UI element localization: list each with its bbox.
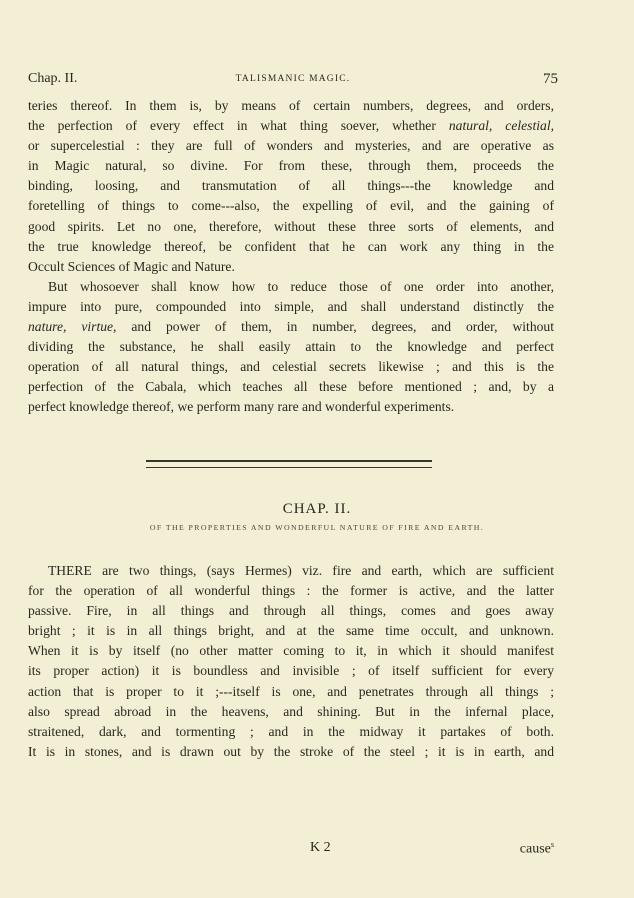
italic-word: nature, — [28, 319, 67, 335]
text-line: perfect knowledge thereof, we perform many rare and wonderful experiments. — [28, 399, 455, 415]
text-line: the perfection of every effect in what thing soever, whether natural, celestial, — [28, 118, 554, 134]
italic-word: natural, — [448, 118, 493, 134]
text-line: the true knowledge thereof, be confident that he can work any thing in the — [28, 238, 554, 254]
running-header — [28, 71, 558, 89]
text-line: also spread abroad in the heavens, and shining. But in the infernal place, — [28, 703, 554, 719]
text-line: action that is proper to it ;---itself is one, and penetrates through all things ; — [28, 683, 554, 699]
text-line: nature, virtue, and power of them, in number, degrees, and order, without — [28, 319, 554, 335]
catchword: cause$^s$ — [519, 840, 554, 857]
text-line: straitened, dark, and tormenting ; and in the midway it partakes of both. — [28, 723, 554, 739]
italic-word: virtue, — [81, 319, 117, 335]
section-divider — [146, 460, 432, 468]
text-line: It is in stones, and is drawn out by the stroke of the steel ; it is in earth, and — [28, 743, 554, 759]
text-line: binding, loosing, and transmutation of all things---the knowledge and — [28, 178, 554, 194]
text-line: impure into pure, compounded into simple, and shall understand distinctly the — [28, 298, 554, 314]
page-footer — [28, 840, 554, 860]
text-line: foretelling of things to come---also, the expelling of evil, and the gaining of — [28, 198, 554, 214]
paragraph-1 — [28, 96, 554, 418]
text-line: THERE are two things, (says Hermes) viz. fire and earth, which are sufficient — [48, 563, 554, 578]
text-line: good spirits. Let no one, therefore, without these three sorts of elements, and — [28, 218, 554, 234]
text-line: bright ; it is in all things bright, and at the same time occult, and unknown. — [28, 623, 554, 639]
text-line: or supercelestial : they are full of wonders and mysteries, and are operative as — [28, 138, 554, 154]
text-line: Occult Sciences of Magic and Nature. — [28, 258, 235, 274]
chapter-subtitle: OF THE PROPERTIES AND WONDERFUL NATURE OF FIRE AND EARTH. — [149, 523, 485, 532]
text-line: dividing the substance, he shall easily attain to the knowledge and perfect — [28, 339, 554, 355]
signature-mark: K 2 — [310, 840, 331, 855]
text-line: for the operation of all wonderful things : the former is active, and the latter — [28, 583, 554, 599]
text-line: operation of all natural things, and celestial secrets likewise ; and this is the — [28, 359, 554, 375]
text-line: passive. Fire, in all things and through all things, comes and goes away — [28, 603, 554, 619]
italic-word: celestial, — [505, 118, 554, 134]
text-line: But whosoever shall know how to reduce those of one order into another, — [48, 278, 554, 294]
text-line: perfection of the Cabala, which teaches all these before mentioned ; and, by a — [28, 379, 554, 395]
chapter-title: CHAP. II. — [282, 501, 352, 517]
text-line: in Magic natural, so divine. For from these, through them, proceeds the — [28, 158, 554, 174]
running-title: TALISMANIC MAGIC. — [235, 74, 351, 84]
page-number: 75 — [543, 71, 558, 87]
text-line: its proper action) it is boundless and invisible ; of itself sufficient for every — [28, 663, 554, 679]
chapter-label: Chap. II. — [28, 71, 78, 86]
paragraph-3 — [28, 561, 554, 762]
text-line: When it is by itself (no other matter coming to it, in which it should manifest — [28, 643, 554, 659]
text-line: teries thereof. In them is, by means of certain numbers, degrees, and orders, — [28, 98, 554, 113]
